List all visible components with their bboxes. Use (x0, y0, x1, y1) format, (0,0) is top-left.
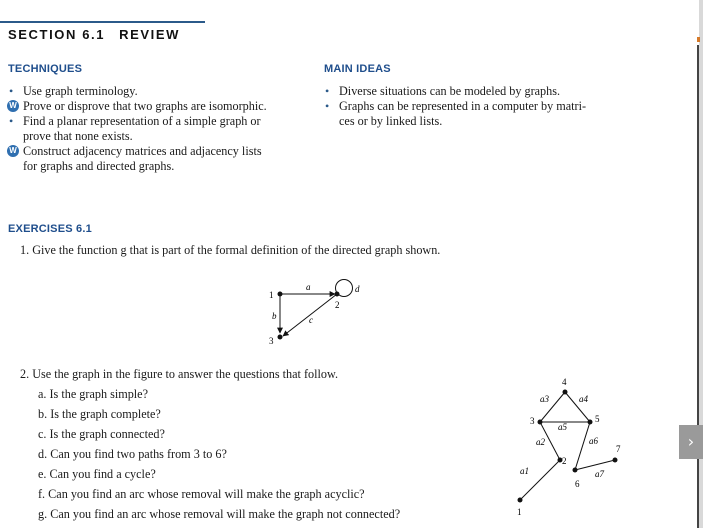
edge-label: a4 (579, 394, 588, 404)
node-1 (278, 292, 283, 297)
node-label: 1 (269, 290, 274, 300)
section-rule (0, 21, 205, 23)
main-ideas-list (324, 84, 634, 129)
techniques-list (8, 84, 318, 174)
exercises-heading: EXERCISES 6.1 (8, 223, 92, 235)
web-resource-icon[interactable]: W (7, 100, 19, 112)
undirected-graph-figure (505, 372, 635, 522)
question-c: c. Is the graph connected? (38, 427, 165, 441)
question-a: a. Is the graph simple? (38, 387, 148, 401)
node-label: 2 (335, 300, 340, 310)
edge-label: a3 (540, 394, 549, 404)
exercise-1-text: 1. Give the function g that is part of the formal definition of the directed graph shown. (20, 243, 441, 257)
node-7 (613, 458, 618, 463)
question-f: f. Can you find an arc whose removal will make the graph acyclic? (38, 487, 365, 501)
arc-label: a (306, 282, 311, 292)
question-b: b. Is the graph complete? (38, 407, 161, 421)
bullet-icon: • (325, 84, 330, 98)
node-label: 3 (530, 416, 535, 426)
arc-label: c (309, 315, 313, 325)
technique-item: • Find a planar representation of a simple graph or prove that none exists. (9, 114, 261, 143)
web-resource-icon[interactable]: W (7, 145, 19, 157)
edge-a6 (575, 422, 590, 470)
node-6 (573, 468, 578, 473)
edge-label: a2 (536, 437, 545, 447)
main-idea-item: • Graphs can be represented in a computer by matri- ces or by linked lists. (325, 99, 587, 128)
main-ideas-heading: MAIN IDEAS (324, 63, 391, 75)
exercise-2-parts (38, 387, 400, 522)
node-label: 6 (575, 479, 580, 489)
section-heading (8, 27, 180, 42)
node-label: 3 (269, 336, 274, 346)
node-3 (538, 420, 543, 425)
edge-label: a7 (595, 469, 604, 479)
technique-item: W Prove or disprove that two graphs are isomorphic. (8, 99, 318, 114)
node-label: 5 (595, 414, 600, 424)
bullet-icon: • (325, 99, 330, 113)
edge-label: a1 (520, 466, 529, 476)
node-2 (335, 292, 340, 297)
node-5 (588, 420, 593, 425)
techniques-heading: TECHNIQUES (8, 63, 83, 75)
edge-label: a5 (558, 422, 567, 432)
question-e: e. Can you find a cycle? (38, 467, 156, 481)
bullet-icon: • (9, 84, 14, 98)
next-page-button[interactable]: › (679, 425, 703, 459)
directed-graph-figure (255, 272, 370, 350)
bookmark-marker (697, 37, 700, 42)
arc-label: b (272, 311, 277, 321)
section-number: SECTION 6.1 (8, 27, 106, 42)
exercise-2-text: 2. Use the graph in the figure to answer the questions that follow. (20, 367, 339, 381)
question-g: g. Can you find an arc whose removal will make the graph not connected? (38, 507, 401, 521)
edge-label: a6 (589, 436, 598, 446)
node-label: 2 (562, 456, 567, 466)
technique-item: • Use graph terminology. (9, 84, 138, 98)
question-d: d. Can you find two paths from 3 to 6? (38, 447, 227, 461)
technique-item: W Construct adjacency matrices and adjacency lists for graphs and directed graphs. (8, 144, 318, 174)
node-label: 4 (562, 377, 567, 387)
arc-label: d (355, 284, 360, 294)
bullet-icon: • (9, 114, 14, 128)
node-label: 1 (517, 507, 522, 517)
node-3 (278, 335, 283, 340)
node-1 (518, 498, 523, 503)
node-4 (563, 390, 568, 395)
main-idea-item: • Diverse situations can be modeled by graphs. (325, 84, 561, 98)
section-title: REVIEW (119, 27, 180, 42)
node-label: 7 (616, 444, 621, 454)
